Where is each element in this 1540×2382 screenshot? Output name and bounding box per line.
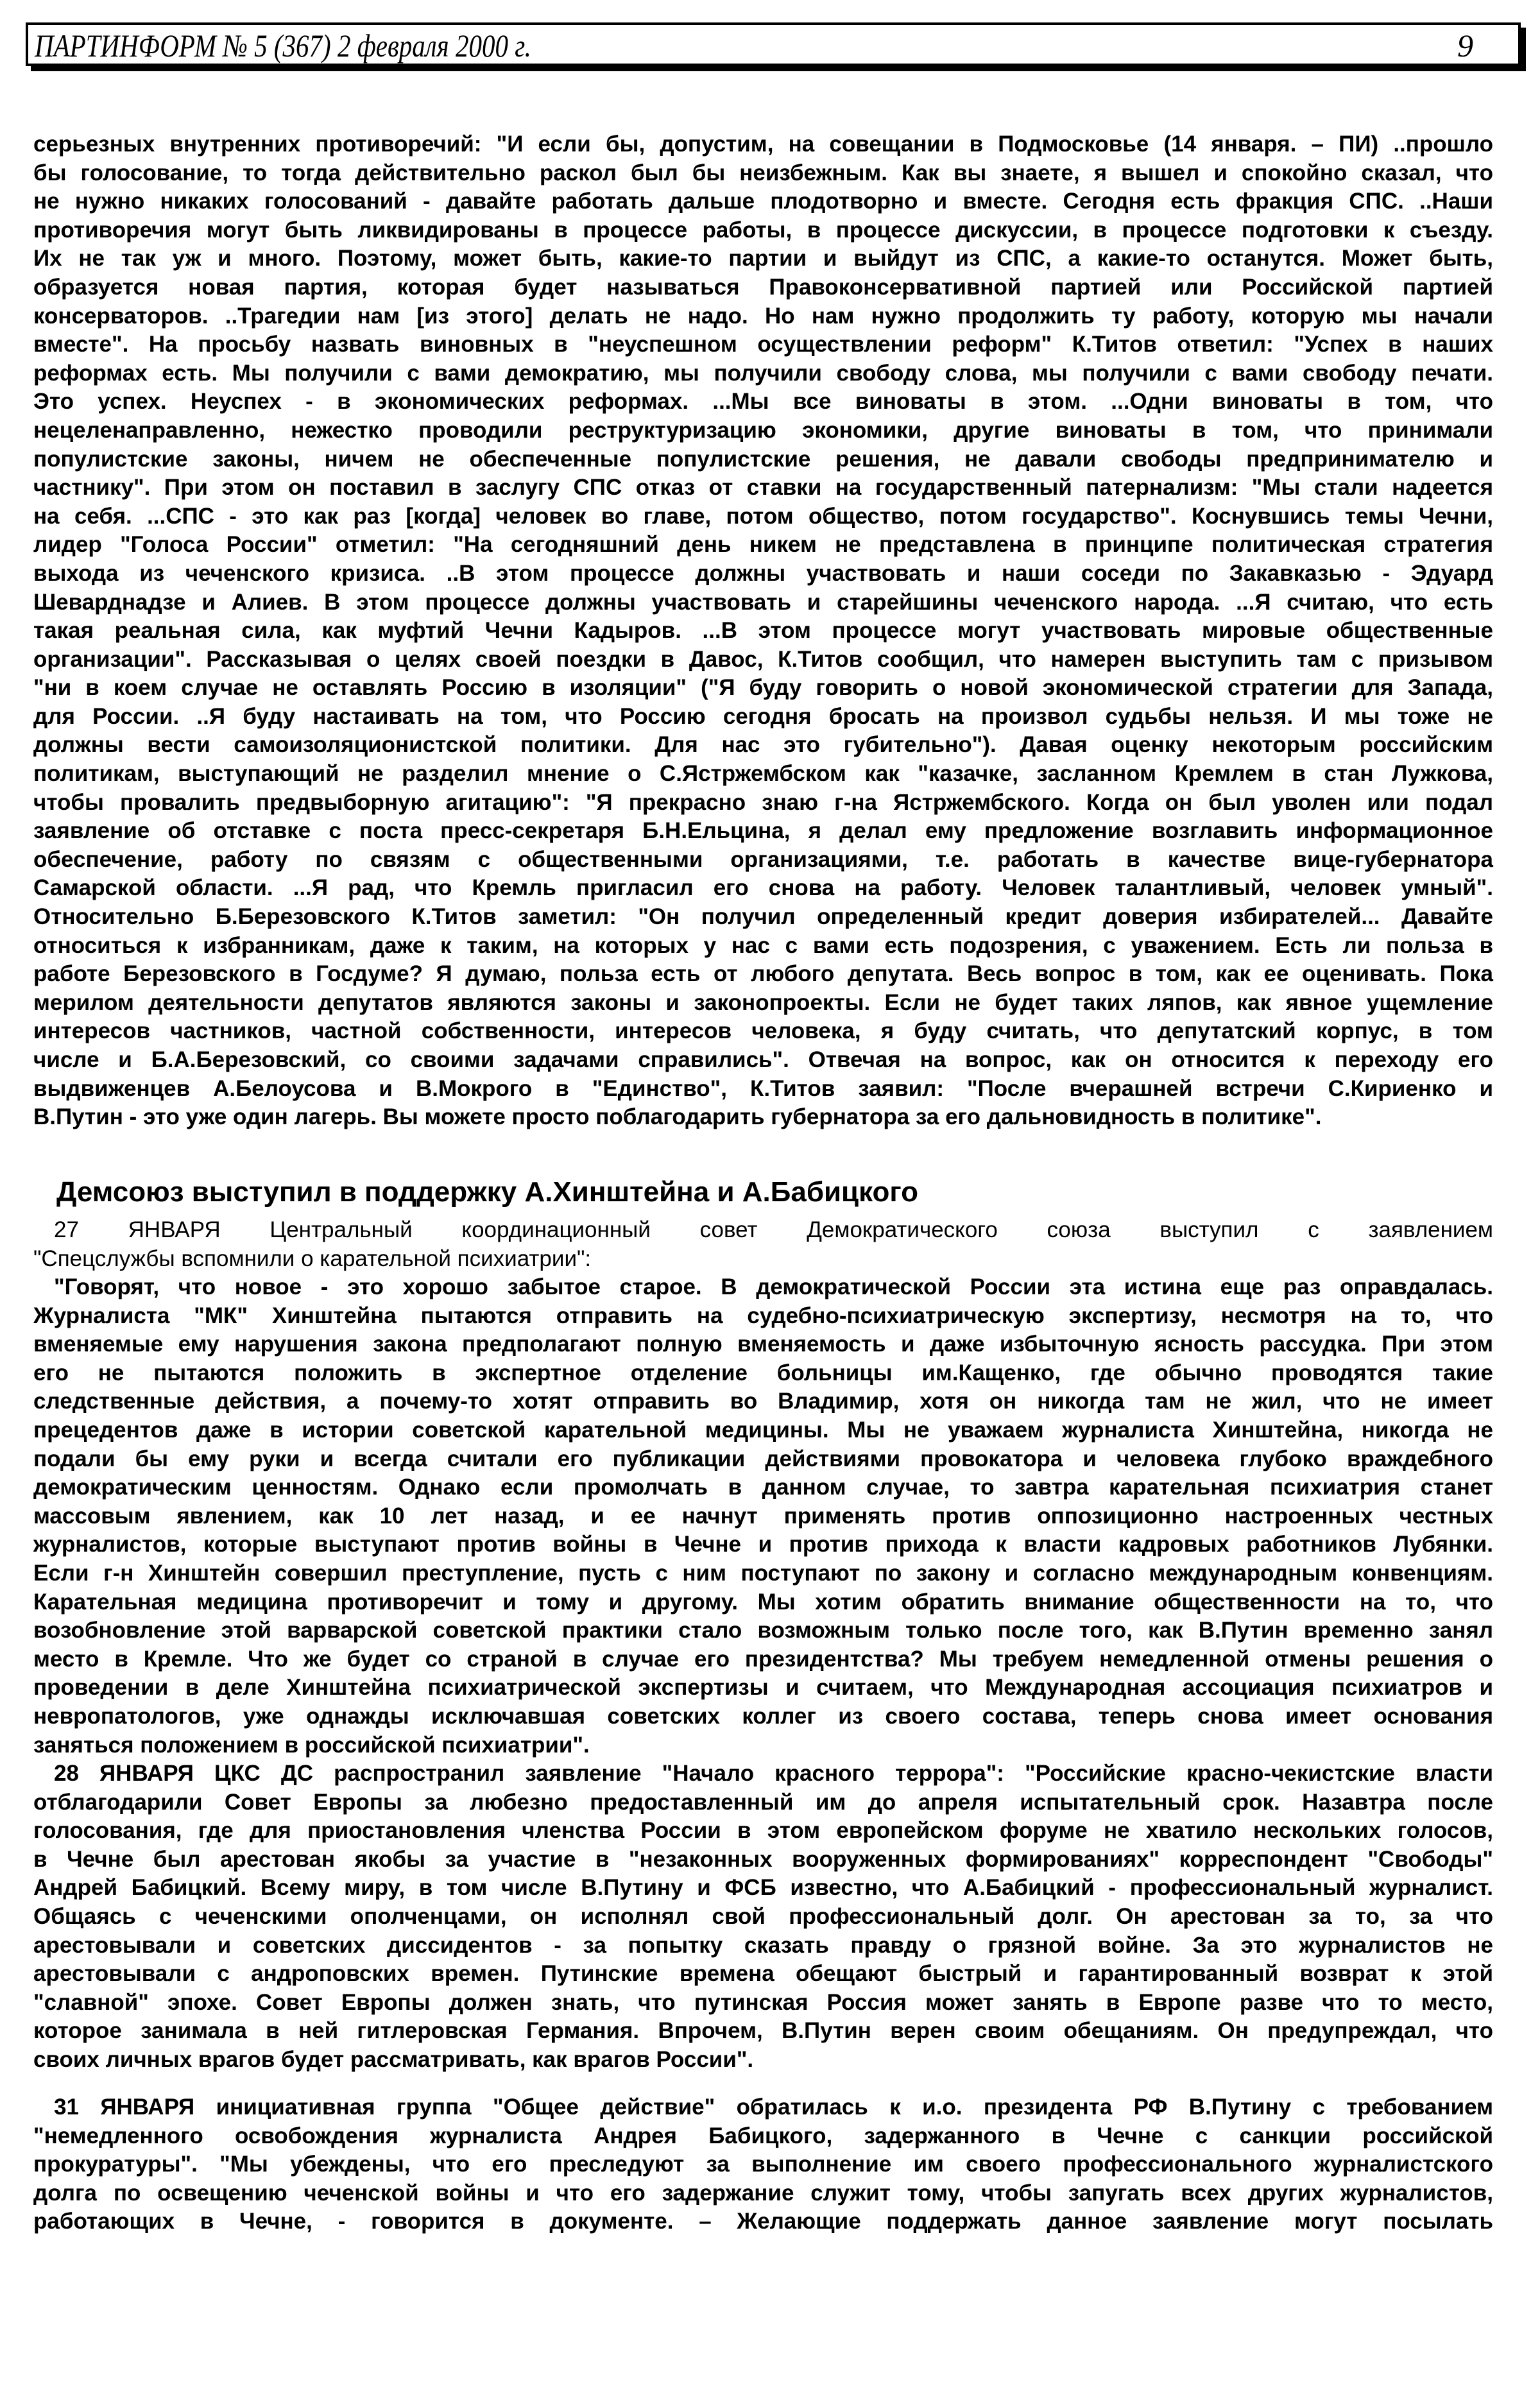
paragraph-titov <box>33 130 1493 1132</box>
text-line: следственные действия, а почему-то хотят отправить во Владимир, хотя он никогда там не жил, что не имеет <box>33 1389 1493 1414</box>
text-line: такая реальная сила, как муфтий Чечни Кадыров. ...В этом процессе могут участвовать мировые общественные <box>33 618 1493 644</box>
text-line: работе Березовского в Госдуме? Я думаю, польза есть от любого депутата. Весь вопрос в том, как ее оценивать. Пока <box>33 961 1493 987</box>
article-heading: Демсоюз выступил в поддержку А.Хинштейна и А.Бабицкого <box>56 1176 919 1208</box>
text-line: противоречия могут быть ликвидированы в процессе работы, в процессе дискуссии, в процессе подготовки к съезду. <box>33 217 1493 243</box>
text-line: которое занимала в ней гитлеровская Германия. Впрочем, В.Путин верен своим обещаниям. Он предупреждал, что <box>33 2018 1493 2044</box>
text-line: проведении в деле Хинштейна психиатрической экспертизы и считаем, что Международная ассоциация психиатров и <box>33 1675 1493 1701</box>
text-line: Это успех. Неуспех - в экономических реформах. ...Мы все виноваты в этом. ...Одни виноваты в том, что <box>33 389 1493 415</box>
text-line: невропатологов, уже однажды исключавшая советских коллег из своего состава, теперь снова имеет основания <box>33 1703 1493 1729</box>
paragraph-jan31 <box>33 2093 1493 2236</box>
text-line: бы голосование, то тогда действительно раскол был бы неизбежным. Как вы знаете, я вышел и спокойно сказал, что <box>33 160 1493 185</box>
text-line: прокуратуры". "Мы убеждены, что его преследуют за выполнение им своего профессионального журналистского <box>33 2152 1493 2177</box>
text-line: реформах есть. Мы получили с вами демократию, мы получили свободу слова, мы получили с вами свободу печати. <box>33 360 1493 386</box>
paragraph-jan28 <box>33 1760 1493 2075</box>
text-line: в Чечне был арестован якобы за участие в "незаконных вооруженных формированиях" корреспондент "Свободы" <box>33 1846 1493 1872</box>
text-line: 31 ЯНВАРЯ инициативная группа "Общее действие" обратилась к и.о. президента РФ В.Путину с требованием <box>54 2095 1493 2120</box>
text-line: образуется новая партия, которая будет называться Правоконсервативной партией или Российской партией <box>33 274 1493 300</box>
text-line: Относительно Б.Березовского К.Титов заметил: "Он получил определенный кредит доверия избирателей... Давайте <box>33 904 1493 930</box>
text-line: обеспечение, работу по связям с общественными организациями, т.е. работать в качестве вице-губернатора <box>33 846 1493 872</box>
text-line: политикам, выступающий не разделил мнение о С.Ястржембском как "казачке, засланном Кремлем в стан Лужкова, <box>33 761 1493 787</box>
text-line: 27 ЯНВАРЯ Центральный координационный совет Демократического союза выступил с заявлением <box>54 1217 1493 1242</box>
text-line: должны вести самоизоляционистской политики. Для нас это губительно"). Давая оценку некоторым российским <box>33 732 1493 758</box>
text-line: Общаясь с чеченскими ополченцами, он исполнял свой профессиональный долг. Он арестован за то, за что <box>33 1903 1493 1929</box>
page-number: 9 <box>1457 28 1473 64</box>
text-line: заявление об отставке с поста пресс-секретаря Б.Н.Ельцина, я делал ему предложение возглавить информационное <box>33 818 1493 844</box>
text-line: серьезных внутренних противоречий: "И если бы, допустим, на совещании в Подмосковье (14 января. – ПИ) ..прошло <box>33 132 1493 157</box>
text-line: возобновление этой варварской советской практики стало возможным только после того, как В.Путин временно занял <box>33 1618 1493 1643</box>
text-line: своих личных врагов будет рассматривать, как врагов России". <box>33 2046 754 2072</box>
text-line: его не пытаются положить в экспертное отделение больницы им.Кащенко, где обычно проводятся такие <box>33 1360 1493 1385</box>
text-line: для России. ..Я буду настаивать на том, что Россию сегодня бросать на произвол судьбы нельзя. И мы тоже не <box>33 703 1493 729</box>
text-line: заняться положением в российской психиатрии". <box>33 1732 590 1758</box>
text-line: частнику". При этом он поставил в заслугу СПС отказ от ставки на государственный патернализм: "Мы стали надеется <box>33 475 1493 501</box>
text-line: отблагодарили Совет Европы за любезно предоставленный им до апреля испытательный срок. Назавтра после <box>33 1789 1493 1815</box>
text-line: арестовывали и советских диссидентов - за попытку сказать правду о грязной войне. За это журналистов не <box>33 1932 1493 1958</box>
publication-title: ПАРТИНФОРМ № 5 (367) 2 февраля 2000 г. <box>35 28 531 64</box>
text-line: популистские законы, ничем не обеспеченные популистские решения, не давали свободы предпринимателю и <box>33 446 1493 472</box>
text-line: Шеварднадзе и Алиев. В этом процессе должны участвовать и старейшины чеченского народа. ...Я считаю, что есть <box>33 589 1493 615</box>
text-line: Если г-н Хинштейн совершил преступление, пусть с ним поступают по закону и согласно международным конвенциям. <box>33 1560 1493 1586</box>
text-line: на себя. ...СПС - это как раз [когда] человек во главе, потом общество, потом государство". Коснувшись темы Чечни, <box>33 503 1493 529</box>
text-line: подали бы ему руки и всегда считали его публикации действиями провокатора и человека глубоко враждебного <box>33 1446 1493 1471</box>
text-line: организации". Рассказывая о целях своей поездки в Давос, К.Титов сообщил, что намерен выступить там с призывом <box>33 646 1493 672</box>
text-line: консерваторов. ..Трагедии нам [из этого] делать не надо. Но нам нужно продолжить ту работу, которую мы начали <box>33 303 1493 329</box>
text-line: не нужно никаких голосований - давайте работать дальше плодотворно и вместе. Сегодня есть фракция СПС. ..Наши <box>33 189 1493 214</box>
text-line: 28 ЯНВАРЯ ЦКС ДС распространил заявление "Начало красного террора": "Российские красно-чекистские власти <box>54 1761 1493 1786</box>
text-line: Журналиста "МК" Хинштейна пытаются отправить на судебно-психиатрическую экспертизу, несмотря на то, что <box>33 1303 1493 1328</box>
text-line: работающих в Чечне, - говорится в документе. – Желающие поддержать данное заявление могут посылать <box>33 2209 1493 2234</box>
text-line: "ни в коем случае не оставлять Россию в изоляции" ("Я буду говорить о новой экономической стратегии для Запада, <box>33 675 1493 701</box>
text-line: вменяемые ему нарушения закона предполагают полную вменяемость и даже избыточную ясность рассудка. При этом <box>33 1332 1493 1357</box>
text-line: Самарской области. ...Я рад, что Кремль пригласил его снова на работу. Человек талантливый, человек умный". <box>33 875 1493 901</box>
page-header <box>26 22 1521 66</box>
paragraph-quote <box>33 1273 1493 1760</box>
text-line: долга по освещению чеченской войны и что его задержание служит тому, чтобы запугать всех других журналистов, <box>33 2180 1493 2206</box>
text-line: чтобы провалить предвыборную агитацию": "Я прекрасно знаю г-на Ястржембского. Когда он был уволен или подал <box>33 789 1493 815</box>
text-line: демократическим ценностям. Однако если промолчать в данном случае, то завтра карательная психиатрия станет <box>33 1475 1493 1500</box>
text-line: арестовывали с андроповских времен. Путинские времена обещают быстрый и гарантированный возврат к этой <box>33 1961 1493 1987</box>
text-line: выдвиженцев А.Белоусова и В.Мокрого в "Единство", К.Титов заявил: "После вчерашней встречи С.Кириенко и <box>33 1075 1493 1101</box>
text-line: "славной" эпохе. Совет Европы должен знать, что путинская Россия может занять в Европе разве что то место, <box>33 1989 1493 2015</box>
text-line: прецедентов даже в истории советской карательной медицины. Мы не уважаем журналиста Хинштейна, никогда не <box>33 1417 1493 1443</box>
text-line: Андрей Бабицкий. Всему миру, в том числе В.Путину и ФСБ известно, что А.Бабицкий - профессиональный журналист. <box>33 1875 1493 1901</box>
text-line: Карательная медицина противоречит и тому и другому. Мы хотим обратить внимание общественности на то, что <box>33 1589 1493 1615</box>
text-line: выхода из чеченского кризиса. ..В этом процессе должны участвовать и наши соседи по Закавказью - Эдуард <box>33 560 1493 586</box>
text-line: "немедленного освобождения журналиста Андрея Бабицкого, задержанного в Чечне с санкции российской <box>33 2123 1493 2148</box>
text-line: вместе". На просьбу назвать виновных в "неуспешном осуществлении реформ" К.Титов ответил: "Успех в наших <box>33 332 1493 357</box>
text-line: нецеленаправленно, нежестко проводили реструктуризацию экономики, другие виноваты в том, что принимали <box>33 417 1493 443</box>
text-line: мерилом деятельности депутатов являются законы и законопроекты. Если не будет таких ляпов, как явное ущемление <box>33 990 1493 1015</box>
text-line: массовым явлением, как 10 лет назад, и ее начнут применять против оппозиционно настроенных честных <box>33 1503 1493 1529</box>
text-line: "Спецслужбы вспомнили о карательной психиатрии": <box>33 1246 592 1271</box>
text-line: относиться к избранникам, даже к таким, на которых у нас с вами есть подозрения, с уважением. Есть ли польза в <box>33 932 1493 958</box>
text-line: лидер "Голоса России" отметил: "На сегодняшний день никем не представлена в принципе политическая стратегия <box>33 532 1493 558</box>
text-line: журналистов, которые выступают против войны в Чечне и против прихода к власти кадровых работников Лубянки. <box>33 1532 1493 1557</box>
text-line: В.Путин - это уже один лагерь. Вы можете просто поблагодарить губернатора за его дальновидность в политике". <box>33 1104 1322 1130</box>
text-line: место в Кремле. Что же будет со страной в случае его президентства? Мы требуем немедленной отмены решения о <box>33 1646 1493 1672</box>
text-line: голосования, где для приостановления членства России в этом европейском форуме не хватило нескольких голосов, <box>33 1818 1493 1844</box>
text-line: "Говорят, что новое - это хорошо забытое старое. В демократической России эта истина еще раз оправдалась. <box>54 1274 1493 1299</box>
text-line: числе и Б.А.Березовский, со своими задачами справились". Отвечая на вопрос, как он относится к переходу его <box>33 1047 1493 1072</box>
paragraph-jan27 <box>33 1216 1493 1273</box>
text-line: Их не так уж и много. Поэтому, может быть, какие-то партии и выйдут из СПС, а какие-то останутся. Может быть, <box>33 246 1493 271</box>
text-line: интересов частников, частной собственности, интересов человека, я буду считать, что депутатский корпус, в том <box>33 1018 1493 1044</box>
